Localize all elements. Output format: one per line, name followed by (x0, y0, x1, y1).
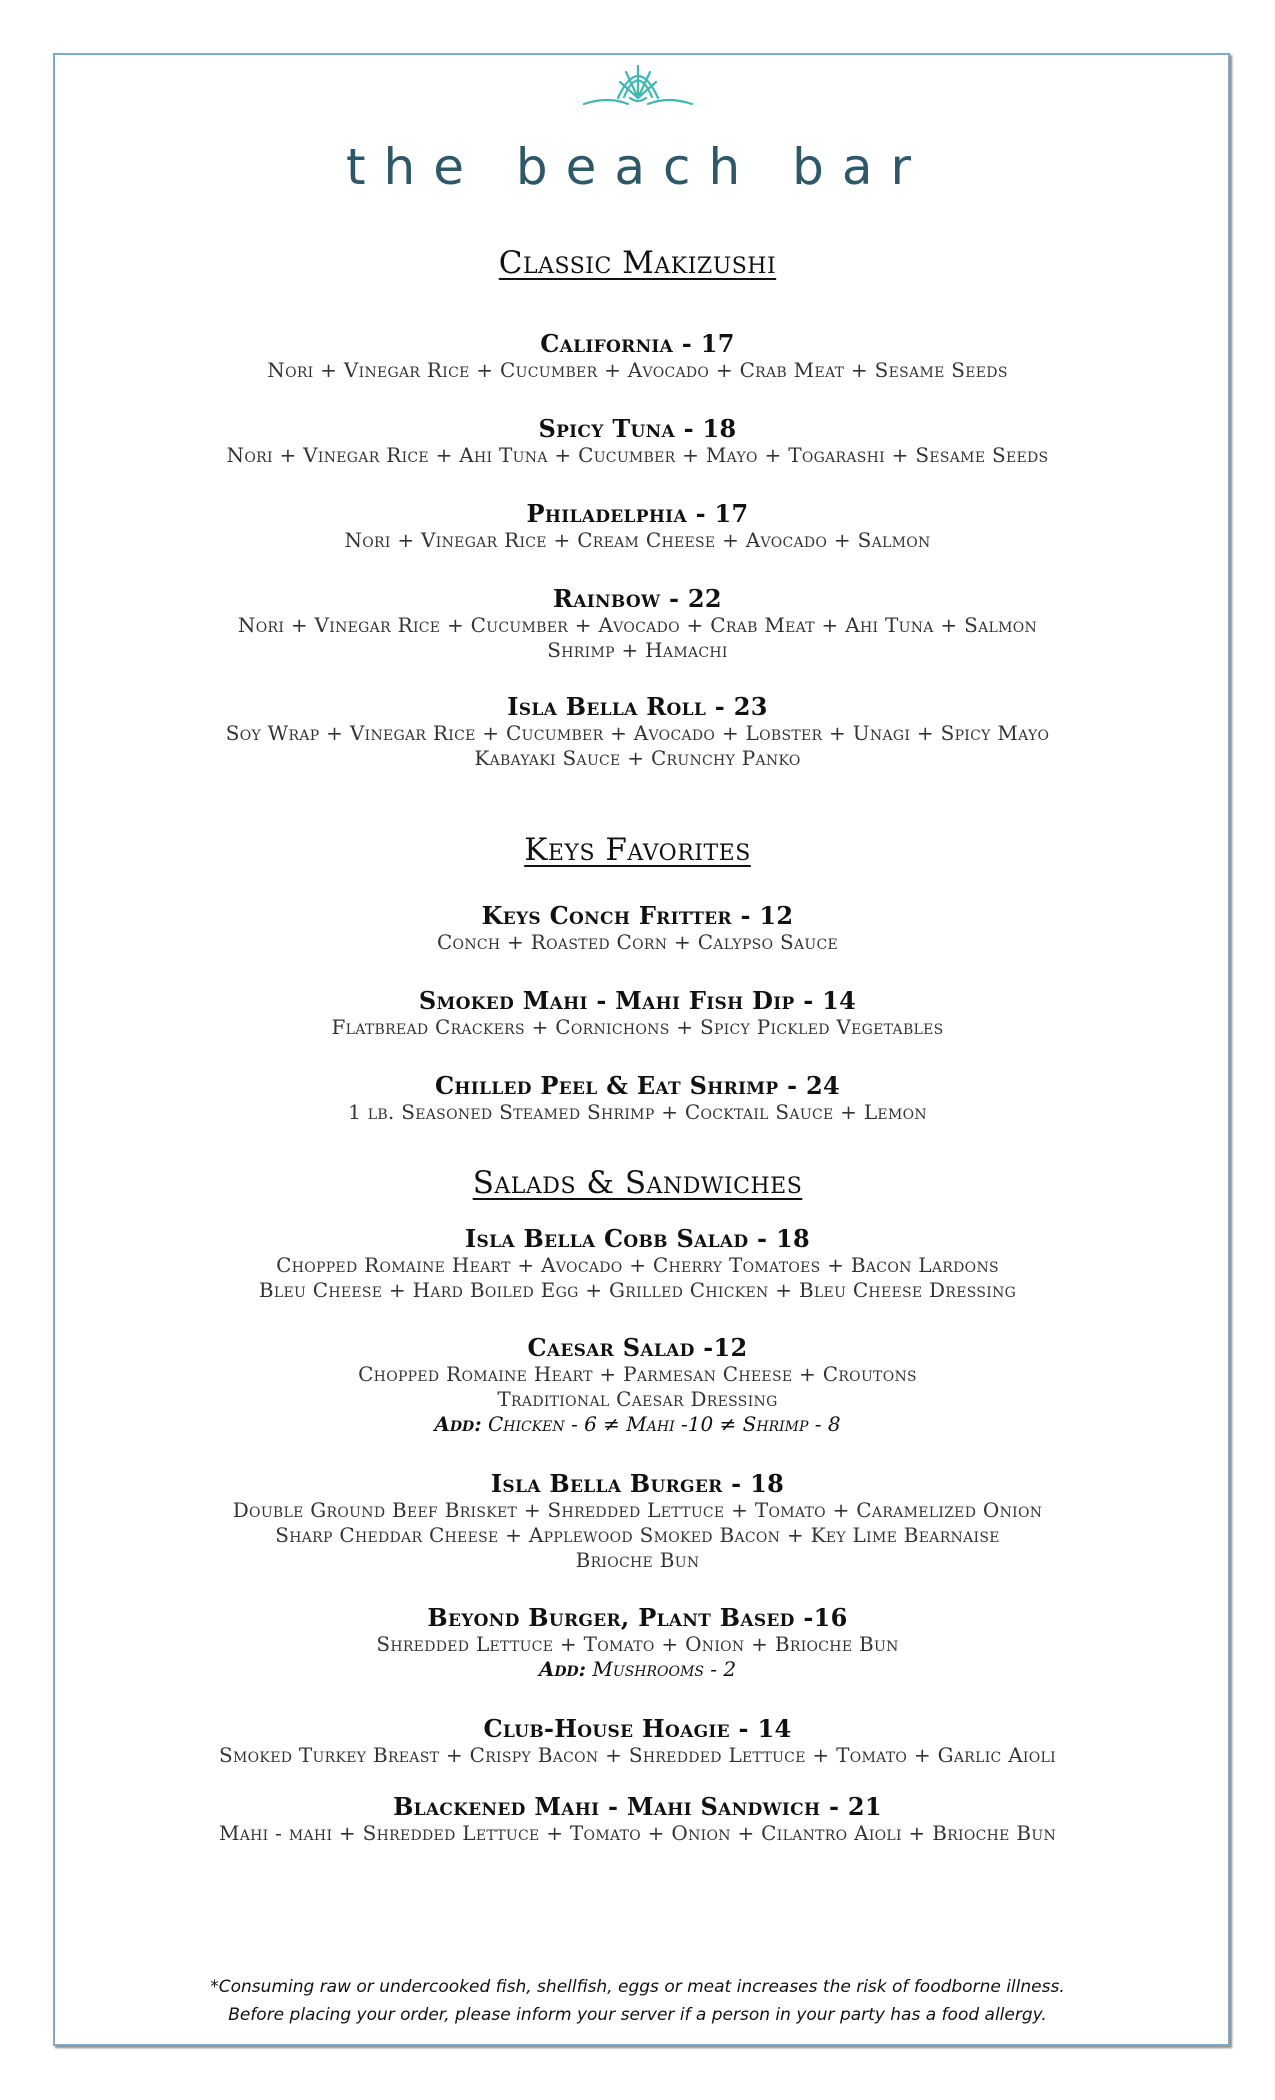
item-title: Rainbow - 22 (553, 584, 722, 613)
item-description: Chopped Romaine Heart + Avocado + Cherry Tomatoes + Bacon Lardons (276, 1253, 999, 1277)
item-title: Isla Bella Cobb Salad - 18 (465, 1224, 810, 1253)
menu-item (0, 1334, 1275, 1437)
menu-item (0, 1715, 1275, 1768)
item-description: Shrimp + Hamachi (547, 638, 728, 662)
item-addon (0, 1657, 1275, 1682)
item-description: Traditional Caesar Dressing (497, 1387, 778, 1411)
item-description: Smoked Turkey Breast + Crispy Bacon + Shredded Lettuce + Tomato + Garlic Aioli (219, 1743, 1056, 1767)
item-description: Nori + Vinegar Rice + Cucumber + Avocado + Crab Meat + Sesame Seeds (267, 358, 1008, 382)
item-title: Isla Bella Burger - 18 (490, 1469, 785, 1498)
menu-item (0, 1793, 1275, 1846)
menu-item (0, 693, 1275, 771)
menu-item (0, 902, 1275, 955)
item-title: Club-House Hoagie - 14 (483, 1714, 792, 1743)
menu-item (0, 1072, 1275, 1125)
menu-item (0, 585, 1275, 663)
section-heading-salads-sandwiches: Salads & Sandwiches (472, 1165, 803, 1201)
item-description: Soy Wrap + Vinegar Rice + Cucumber + Avocado + Lobster + Unagi + Spicy Mayo (225, 721, 1050, 745)
logo (0, 60, 1275, 112)
item-title: Beyond Burger, Plant Based -16 (427, 1603, 848, 1632)
item-description: Bleu Cheese + Hard Boiled Egg + Grilled Chicken + Bleu Cheese Dressing (258, 1278, 1017, 1302)
item-title: Blackened Mahi - Mahi Sandwich - 21 (393, 1792, 882, 1821)
item-description: Brioche Bun (575, 1548, 700, 1572)
menu-item (0, 1604, 1275, 1682)
disclaimer-line: Before placing your order, please inform your server if a person in your party has a food allergy. (228, 2005, 1047, 2025)
menu-item (0, 500, 1275, 553)
shell-icon (578, 60, 698, 112)
item-addon (0, 1412, 1275, 1437)
item-description: Shredded Lettuce + Tomato + Onion + Brioche Bun (376, 1632, 899, 1656)
item-description: Nori + Vinegar Rice + Ahi Tuna + Cucumber + Mayo + Togarashi + Sesame Seeds (226, 443, 1049, 467)
item-description: Chopped Romaine Heart + Parmesan Cheese + Croutons (358, 1362, 917, 1386)
menu-item (0, 1470, 1275, 1573)
restaurant-name: the beach bar (345, 138, 930, 196)
menu-item (0, 415, 1275, 468)
addon-label: Add: (434, 1412, 482, 1436)
item-description: Double Ground Beef Brisket + Shredded Lettuce + Tomato + Caramelized Onion (232, 1498, 1043, 1522)
disclaimer-line: *Consuming raw or undercooked fish, shellfish, eggs or meat increases the risk of foodborne illness. (210, 1977, 1065, 1997)
item-description: Conch + Roasted Corn + Calypso Sauce (436, 930, 839, 954)
item-description: Kabayaki Sauce + Crunchy Panko (474, 746, 801, 770)
addon-label: Add: (538, 1657, 587, 1681)
section-heading-classic-makizushi: Classic Makizushi (498, 245, 777, 281)
item-description: Mahi - mahi + Shredded Lettuce + Tomato + Onion + Cilantro Aioli + Brioche Bun (218, 1821, 1057, 1845)
item-title: Smoked Mahi - Mahi Fish Dip - 14 (418, 986, 857, 1015)
item-description: Nori + Vinegar Rice + Cream Cheese + Avocado + Salmon (344, 528, 931, 552)
item-title: Keys Conch Fritter - 12 (481, 901, 794, 930)
addon-options: Mushrooms - 2 (592, 1657, 737, 1681)
item-title: Philadelphia - 17 (526, 499, 749, 528)
item-title: Isla Bella Roll - 23 (507, 692, 768, 721)
menu-item (0, 1225, 1275, 1303)
item-title: California - 17 (540, 329, 735, 358)
section-heading-keys-favorites: Keys Favorites (524, 832, 751, 868)
allergy-disclaimer (0, 1973, 1275, 2029)
item-title: Caesar Salad -12 (527, 1333, 748, 1362)
item-description: 1 lb. Seasoned Steamed Shrimp + Cocktail Sauce + Lemon (348, 1100, 927, 1124)
item-description: Nori + Vinegar Rice + Cucumber + Avocado + Crab Meat + Ahi Tuna + Salmon (237, 613, 1038, 637)
item-description: Flatbread Crackers + Cornichons + Spicy Pickled Vegetables (331, 1015, 944, 1039)
item-description: Sharp Cheddar Cheese + Applewood Smoked Bacon + Key Lime Bearnaise (275, 1523, 1000, 1547)
menu-item (0, 330, 1275, 383)
item-title: Chilled Peel & Eat Shrimp - 24 (434, 1071, 841, 1100)
addon-options: Chicken - 6 ≠ Mahi -10 ≠ Shrimp - 8 (487, 1412, 841, 1436)
menu-item (0, 987, 1275, 1040)
item-title: Spicy Tuna - 18 (538, 414, 737, 443)
